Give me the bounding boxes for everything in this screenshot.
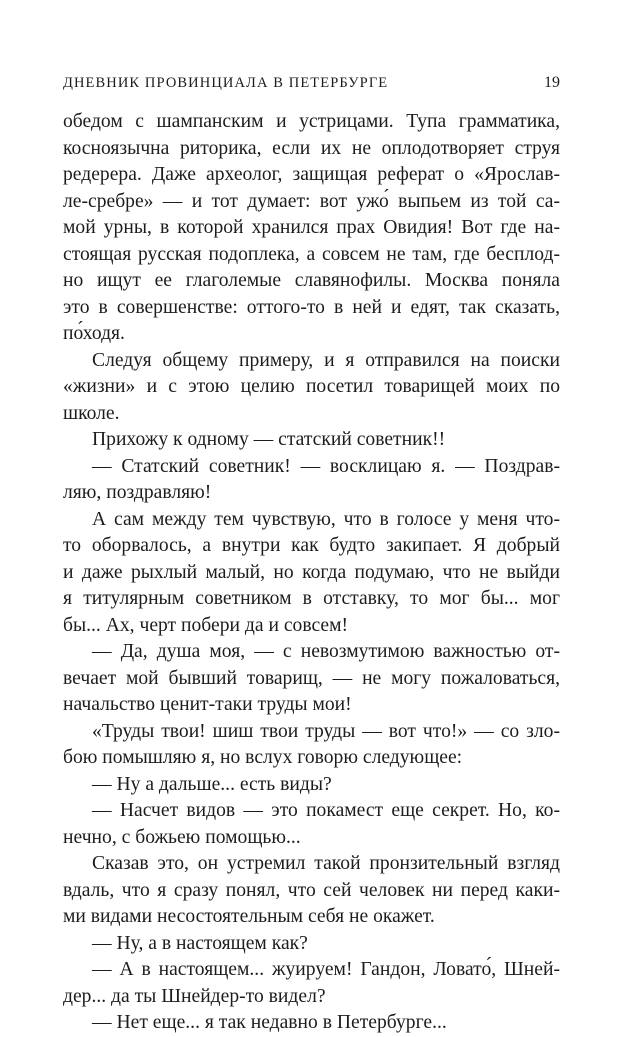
text-line: дер... да ты Шнейдер-то видел?	[63, 985, 326, 1007]
text-line: бы... Ах, черт побери да и совсем!	[63, 614, 349, 636]
text-line: начальство ценит-таки труды мои!	[63, 694, 352, 715]
text-line: Прихожу к одному — статский советник!!	[92, 429, 446, 450]
text-line: бою помышляю я, но вслух говорю следующее:	[63, 747, 463, 768]
text-line: — Статский советник! — восклицаю я. — Поздрав-	[92, 455, 560, 477]
text-line: обедом с шампанским и устрицами. Тупа грамматика,	[63, 111, 560, 132]
text-line: школе.	[63, 402, 120, 424]
text-line: — Ну, а в настоящем как?	[92, 932, 308, 954]
text-line: «жизни» и с этою целию посетил товарищей моих по	[63, 376, 560, 397]
text-line: стоящая русская подоплека, а совсем не там, где бесплод-	[63, 243, 560, 265]
running-header	[63, 72, 560, 94]
text-line: то оборвалось, а внутри как будто закипает. Я добрый	[63, 535, 560, 556]
text-line: но ищут ее глаголемые славянофилы. Москва поняла	[63, 270, 560, 291]
text-line: это в совершенстве: оттого-то в ней и едят, так сказать,	[63, 296, 560, 318]
text-line: ляю, поздравляю!	[63, 482, 212, 503]
text-line: Сказав это, он устремил такой пронзительный взгляд	[92, 853, 560, 874]
text-line: ми видами несостоятельным себя не окажет.	[63, 906, 435, 927]
text-line: нечно, с божьею помощью...	[63, 826, 301, 848]
text-line: вечает мой бывший товарищ, — не могу пожаловаться,	[63, 667, 560, 689]
running-title: ДНЕВНИК ПРОВИНЦИАЛА В ПЕТЕРБУРГЕ	[63, 75, 389, 91]
text-line: Следуя общему примеру, и я отправился на поиски	[92, 349, 560, 371]
text-line: по́ходя.	[63, 323, 125, 344]
text-line: и даже рыхлый малый, но когда подумаю, что не выйди	[63, 561, 560, 583]
text-line: я титулярным советником в отставку, то мог бы... мог	[63, 588, 560, 609]
text-line: мой урны, в которой хранился прах Овидия! Вот где на-	[63, 217, 560, 238]
body-text	[63, 109, 560, 1037]
text-line: редерера. Даже археолог, защищая реферат о «Ярослав-	[63, 164, 560, 185]
text-line: — Да, душа моя, — с невозмутимою важностью от-	[92, 641, 560, 662]
text-line: косноязычна риторика, если их не оплодотворяет струя	[63, 137, 560, 159]
text-line: «Труды твои! шиш твои труды — вот что!» — со зло-	[92, 720, 560, 742]
text-line: — Ну а дальше... есть виды?	[92, 773, 332, 795]
text-line: — Насчет видов — это покамест еще секрет. Но, ко-	[92, 800, 560, 821]
page-number: 19	[544, 74, 560, 91]
text-line: ле-сребре» — и тот думает: вот ужо́ выпьем из той са-	[63, 190, 560, 212]
text-line: вдаль, что я сразу понял, что сей человек ни перед каки-	[63, 879, 560, 901]
text-line: А сам между тем чувствую, что в голосе у меня что-	[92, 508, 560, 530]
text-line: — А в настоящем... жуируем! Гандон, Ловато́, Шней-	[92, 959, 560, 980]
text-line: — Нет еще... я так недавно в Петербурге...	[92, 1012, 447, 1033]
